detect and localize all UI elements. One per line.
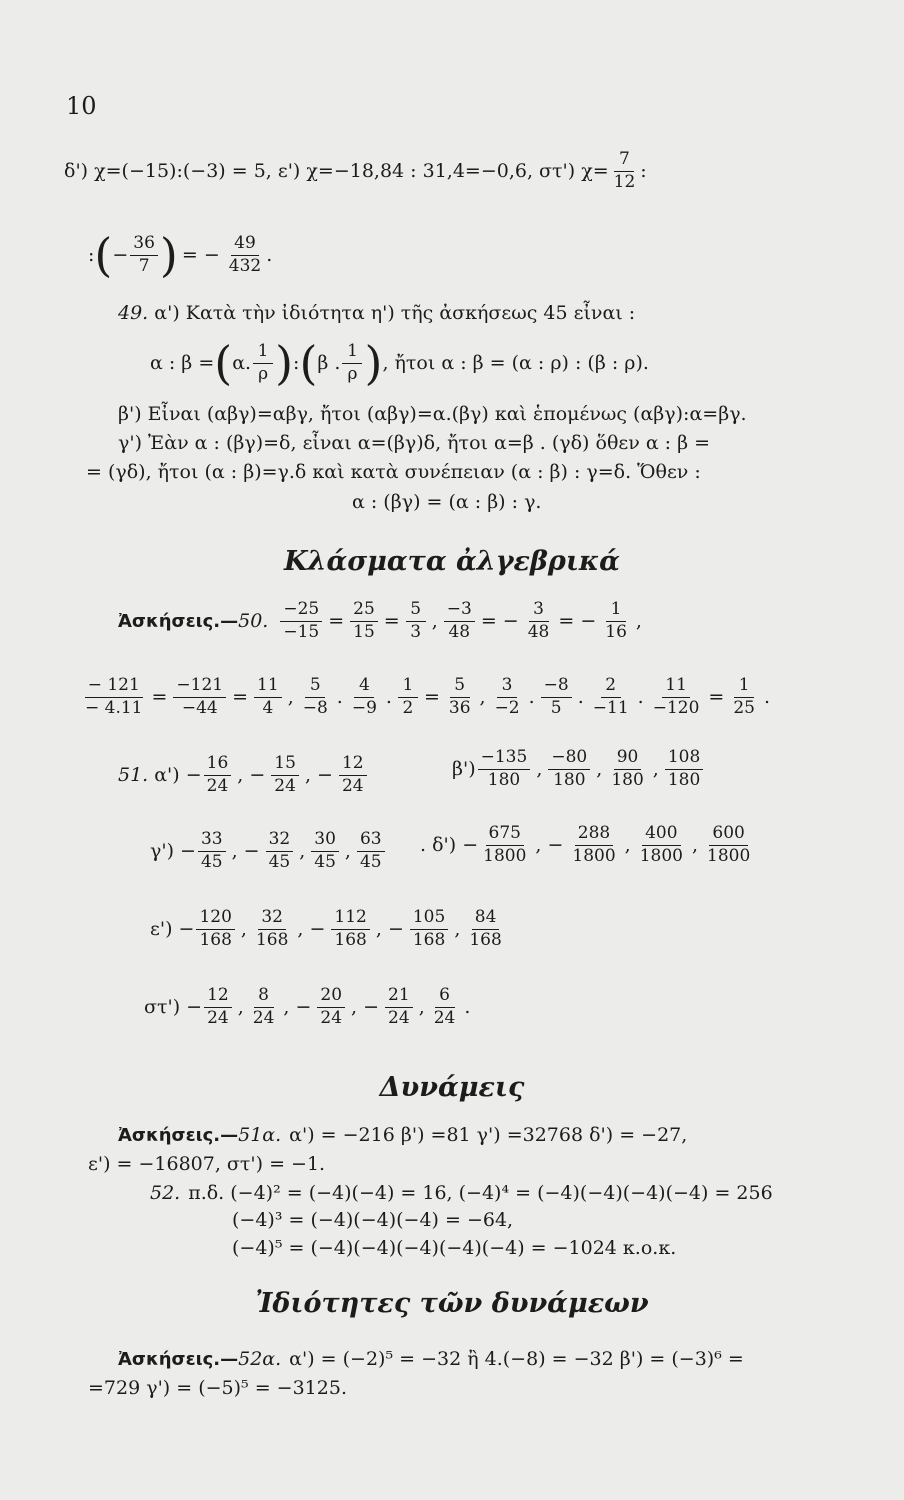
fraction-numerator: 1 bbox=[734, 676, 754, 698]
fraction bbox=[650, 676, 703, 718]
fraction-numerator: 21 bbox=[385, 986, 413, 1008]
fraction bbox=[548, 748, 590, 790]
exercise-number: 51. bbox=[118, 764, 149, 787]
line-gamma-3: α : (βγ) = (α : β) : γ. bbox=[352, 491, 542, 513]
operator: = − bbox=[558, 610, 597, 633]
operator: = bbox=[423, 686, 440, 709]
operator: , bbox=[287, 686, 294, 709]
formula-tail: , ἤτοι α : β = (α : ρ) : (β : ρ). bbox=[382, 352, 649, 374]
operator: = bbox=[151, 686, 168, 709]
line-delta bbox=[64, 150, 647, 192]
fraction-numerator: 32 bbox=[266, 830, 294, 852]
colon: : bbox=[88, 244, 95, 266]
exercise-51-g bbox=[150, 830, 387, 872]
fraction-numerator: 7 bbox=[614, 150, 634, 172]
fraction-denominator: 3 bbox=[410, 621, 422, 642]
line-power-result bbox=[88, 228, 273, 282]
operator: , bbox=[240, 918, 247, 941]
fraction bbox=[637, 824, 686, 866]
fraction bbox=[317, 986, 345, 1028]
fraction-denominator: −2 bbox=[494, 697, 520, 718]
operator: , bbox=[691, 834, 699, 857]
operator: , bbox=[652, 758, 659, 781]
fraction bbox=[266, 830, 294, 872]
fraction-numerator: 1 bbox=[342, 342, 362, 364]
fraction-numerator: 105 bbox=[410, 908, 448, 930]
exercise-51-b bbox=[452, 748, 705, 790]
operator: , − bbox=[375, 918, 404, 941]
operator: , − bbox=[283, 996, 312, 1019]
exercises-label: Ἀσκήσεις.— bbox=[118, 1348, 239, 1370]
fraction-numerator: 108 bbox=[665, 748, 703, 770]
operator: = bbox=[708, 686, 725, 709]
exercise-51-st bbox=[144, 986, 474, 1028]
fraction-numerator: 11 bbox=[254, 676, 282, 698]
fraction-numerator: 1 bbox=[398, 676, 418, 698]
exercise-50-row-2 bbox=[80, 676, 774, 718]
fraction-denominator: ρ bbox=[347, 363, 358, 384]
fraction-denominator: 15 bbox=[353, 621, 375, 642]
fraction bbox=[611, 150, 639, 192]
formula-term: β . bbox=[317, 352, 341, 374]
fraction bbox=[398, 676, 418, 718]
line-beta: β') Εἶναι (αβγ)=αβγ, ἤτοι (αβγ)=α.(βγ) καὶ ἑπομένως (αβγ):α=βγ. bbox=[118, 403, 747, 425]
fraction bbox=[665, 748, 703, 790]
fraction-numerator: 112 bbox=[331, 908, 369, 930]
operator: , − bbox=[535, 834, 564, 857]
fraction-denominator: 168 bbox=[469, 929, 502, 950]
fraction-numerator: 63 bbox=[357, 830, 385, 852]
fraction-numerator: −3 bbox=[444, 600, 475, 622]
part-label: α') − bbox=[154, 764, 202, 787]
fraction bbox=[82, 676, 146, 718]
operator: . bbox=[336, 686, 343, 709]
fraction bbox=[569, 824, 618, 866]
exercise-number: 51α. bbox=[238, 1124, 282, 1146]
fraction-denominator: −9 bbox=[351, 697, 377, 718]
fraction-denominator: 168 bbox=[199, 929, 232, 950]
fraction bbox=[342, 342, 362, 384]
fraction bbox=[446, 676, 474, 718]
fraction-numerator: 12 bbox=[339, 754, 367, 776]
paren-right: ) bbox=[364, 336, 383, 390]
fraction bbox=[431, 986, 459, 1028]
operator: , − bbox=[297, 918, 326, 941]
part-label: στ') − bbox=[144, 996, 203, 1019]
operator: = bbox=[328, 610, 345, 633]
paren-right: ) bbox=[159, 228, 178, 282]
fraction-numerator: 5 bbox=[450, 676, 470, 698]
fraction-numerator: 3 bbox=[497, 676, 517, 698]
minus-sign: − bbox=[112, 244, 129, 266]
fraction-numerator: 4 bbox=[354, 676, 374, 698]
fraction-numerator: −121 bbox=[173, 676, 226, 698]
fraction bbox=[250, 986, 278, 1028]
fraction bbox=[541, 676, 572, 718]
operator: , bbox=[237, 996, 244, 1019]
fraction bbox=[602, 600, 630, 642]
props-line-1 bbox=[118, 1348, 744, 1370]
fraction-numerator: 15 bbox=[271, 754, 299, 776]
fraction-numerator: 20 bbox=[317, 986, 345, 1008]
fraction-denominator: 432 bbox=[228, 255, 262, 276]
operator: , bbox=[635, 610, 642, 633]
operator: , − bbox=[231, 840, 260, 863]
exercise-number: 49. bbox=[118, 302, 149, 324]
fraction-denominator: ρ bbox=[258, 363, 269, 384]
fraction-denominator: 168 bbox=[334, 929, 367, 950]
fraction-denominator: 2 bbox=[402, 697, 414, 718]
fraction-numerator: 90 bbox=[614, 748, 642, 770]
operator: . bbox=[385, 686, 392, 709]
fraction bbox=[254, 676, 282, 718]
operator: . bbox=[637, 686, 644, 709]
operator: , − bbox=[351, 996, 380, 1019]
fraction-numerator: 11 bbox=[662, 676, 690, 698]
fraction-denominator: 1800 bbox=[483, 845, 527, 866]
fraction-denominator: 24 bbox=[274, 775, 296, 796]
fraction bbox=[357, 830, 385, 872]
fraction-denominator: 48 bbox=[527, 621, 550, 642]
fraction-numerator: −25 bbox=[280, 600, 322, 622]
fraction-numerator: 33 bbox=[198, 830, 226, 852]
exercises-label: Ἀσκήσεις.— bbox=[118, 610, 239, 632]
fraction-denominator: −8 bbox=[302, 697, 328, 718]
fraction-numerator: 6 bbox=[435, 986, 455, 1008]
fraction bbox=[590, 676, 632, 718]
exercise-text: α') = (−2)⁵ = −32 ἢ 4.(−8) = −32 β') = (−3)⁶ = bbox=[289, 1348, 744, 1370]
period: . bbox=[266, 244, 273, 266]
exercise-51-d bbox=[420, 824, 755, 866]
heading-properties-of-powers: Ἰδιότητες τῶν δυνάμεων bbox=[255, 1288, 649, 1319]
fraction-numerator: 400 bbox=[642, 824, 680, 846]
operator: , − bbox=[304, 764, 333, 787]
fraction-numerator: 3 bbox=[529, 600, 549, 622]
fraction-denominator: −44 bbox=[181, 697, 218, 718]
fraction-denominator: 24 bbox=[320, 1007, 343, 1028]
powers-line-4: (−4)³ = (−4)(−4)(−4) = −64, bbox=[232, 1209, 514, 1231]
fraction bbox=[198, 830, 226, 872]
fraction-numerator: 675 bbox=[486, 824, 524, 846]
fraction-denominator: 4 bbox=[262, 697, 274, 718]
fraction-denominator: 24 bbox=[207, 1007, 229, 1028]
fraction-denominator: 12 bbox=[613, 171, 636, 192]
fraction bbox=[271, 754, 299, 796]
fraction bbox=[280, 600, 322, 642]
fraction bbox=[204, 754, 232, 796]
fraction-numerator: 5 bbox=[305, 676, 325, 698]
exercise-text: π.δ. (−4)² = (−4)(−4) = 16, (−4)⁴ = (−4)(−4)(−4)(−4) = 256 bbox=[188, 1182, 773, 1204]
fraction-denominator: −120 bbox=[652, 697, 700, 718]
fraction-denominator: 5 bbox=[550, 697, 562, 718]
fraction bbox=[349, 676, 380, 718]
props-line-2: =729 γ') = (−5)⁵ = −3125. bbox=[88, 1377, 347, 1399]
fraction bbox=[173, 676, 226, 718]
fraction-denominator: 180 bbox=[487, 769, 521, 790]
powers-line-5: (−4)⁵ = (−4)(−4)(−4)(−4)(−4) = −1024 κ.ο.κ. bbox=[232, 1237, 677, 1259]
fraction-denominator: 45 bbox=[359, 851, 382, 872]
line-gamma-2: = (γδ), ἤτοι (α : β)=γ.δ καὶ κατὰ συνέπειαν (α : β) : γ=δ. Ὅθεν : bbox=[86, 461, 701, 483]
fraction bbox=[311, 830, 339, 872]
fraction-denominator: 24 bbox=[388, 1007, 410, 1028]
fraction-numerator: 49 bbox=[231, 234, 259, 256]
fraction-numerator: 16 bbox=[204, 754, 232, 776]
paren-left: ( bbox=[94, 228, 113, 282]
fraction-denominator: 36 bbox=[448, 697, 471, 718]
fraction-denominator: −11 bbox=[592, 697, 629, 718]
formula-alpha-beta bbox=[150, 336, 649, 390]
operator: , bbox=[479, 686, 486, 709]
fraction bbox=[466, 908, 504, 950]
operator: , bbox=[344, 840, 351, 863]
fraction bbox=[444, 600, 475, 642]
colon: : bbox=[293, 352, 300, 374]
fraction-numerator: 120 bbox=[196, 908, 234, 930]
operator: = bbox=[232, 686, 249, 709]
exercise-number: 50. bbox=[238, 610, 269, 633]
fraction-denominator: 24 bbox=[341, 775, 364, 796]
operator: . bbox=[577, 686, 584, 709]
line-delta-tail: : bbox=[640, 160, 647, 183]
powers-line-2: ε') = −16807, στ') = −1. bbox=[88, 1153, 326, 1175]
exercise-number: 52. bbox=[150, 1182, 181, 1204]
fraction-numerator: −8 bbox=[541, 676, 572, 698]
operator: , bbox=[418, 996, 425, 1019]
fraction-denominator: 16 bbox=[605, 621, 627, 642]
paren-left: ( bbox=[299, 336, 318, 390]
part-label: ε') − bbox=[150, 918, 195, 941]
fraction-numerator: 32 bbox=[258, 908, 286, 930]
exercise-number: 52α. bbox=[238, 1348, 282, 1370]
operator: , bbox=[431, 610, 438, 633]
operator: , bbox=[624, 834, 631, 857]
operator: , bbox=[299, 840, 306, 863]
formula-term: α. bbox=[232, 352, 252, 374]
operator: , bbox=[454, 918, 461, 941]
equals-minus: = − bbox=[181, 244, 220, 266]
fraction-denominator: 1800 bbox=[639, 845, 683, 866]
paren-right: ) bbox=[275, 336, 294, 390]
exercises-label: Ἀσκήσεις.— bbox=[118, 1124, 239, 1146]
fraction-numerator: 288 bbox=[575, 824, 613, 846]
fraction-denominator: 7 bbox=[138, 255, 150, 276]
fraction-numerator: 5 bbox=[406, 600, 426, 622]
fraction bbox=[196, 908, 234, 950]
fraction bbox=[480, 824, 529, 866]
fraction-numerator: 8 bbox=[254, 986, 274, 1008]
fraction-denominator: 25 bbox=[733, 697, 755, 718]
operator: . bbox=[528, 686, 535, 709]
formula-lhs: α : β = bbox=[150, 352, 215, 374]
paren-left: ( bbox=[214, 336, 233, 390]
fraction-numerator: 1 bbox=[253, 342, 273, 364]
fraction bbox=[608, 748, 646, 790]
fraction-denominator: 1800 bbox=[707, 845, 751, 866]
fraction-numerator: 12 bbox=[204, 986, 232, 1008]
operator: , − bbox=[237, 764, 266, 787]
fraction-denominator: 168 bbox=[255, 929, 289, 950]
operator: . bbox=[464, 996, 471, 1019]
operator: , bbox=[596, 758, 603, 781]
fraction-numerator: 36 bbox=[130, 234, 158, 256]
part-label: . δ') − bbox=[420, 834, 479, 857]
fraction-denominator: 45 bbox=[314, 851, 336, 872]
operator: . bbox=[763, 686, 771, 709]
fraction-denominator: 180 bbox=[611, 769, 644, 790]
fraction-numerator: 25 bbox=[350, 600, 378, 622]
exercise-51-e bbox=[150, 908, 507, 950]
fraction-numerator: 84 bbox=[472, 908, 500, 930]
fraction-denominator: − 4.11 bbox=[85, 697, 143, 718]
fraction bbox=[331, 908, 369, 950]
fraction bbox=[300, 676, 331, 718]
fraction-denominator: 45 bbox=[268, 851, 291, 872]
exercise-50-row-1 bbox=[118, 600, 646, 642]
fraction-numerator: − 121 bbox=[85, 676, 143, 698]
fraction bbox=[339, 754, 367, 796]
fraction-numerator: 600 bbox=[709, 824, 747, 846]
fraction bbox=[406, 600, 426, 642]
part-label: β') bbox=[452, 758, 476, 781]
fraction bbox=[130, 234, 158, 276]
fraction bbox=[350, 600, 378, 642]
fraction bbox=[253, 342, 273, 384]
heading-powers: Δυνάμεις bbox=[379, 1072, 525, 1103]
fraction-denominator: 24 bbox=[206, 775, 229, 796]
fraction-denominator: 180 bbox=[667, 769, 701, 790]
exercise-49-intro bbox=[118, 302, 635, 324]
fraction bbox=[253, 908, 291, 950]
fraction bbox=[226, 234, 264, 276]
page-number: 10 bbox=[66, 92, 97, 120]
fraction-numerator: 1 bbox=[606, 600, 626, 622]
fraction bbox=[478, 748, 531, 790]
fraction bbox=[704, 824, 753, 866]
fraction-denominator: 48 bbox=[448, 621, 471, 642]
fraction-numerator: 30 bbox=[311, 830, 339, 852]
fraction-denominator: 1800 bbox=[572, 845, 616, 866]
part-label: γ') − bbox=[150, 840, 196, 863]
fraction-numerator: −135 bbox=[478, 748, 531, 770]
line-delta-text: δ') χ=(−15):(−3) = 5, ε') χ=−18,84 : 31,4=−0,6, στ') χ= bbox=[64, 160, 609, 183]
fraction bbox=[385, 986, 413, 1028]
fraction bbox=[492, 676, 523, 718]
powers-line-1 bbox=[118, 1124, 687, 1146]
exercise-51-a bbox=[118, 754, 369, 796]
operator: , bbox=[536, 758, 543, 781]
fraction-numerator: 2 bbox=[601, 676, 621, 698]
fraction-denominator: 168 bbox=[412, 929, 446, 950]
fraction bbox=[525, 600, 553, 642]
fraction bbox=[204, 986, 232, 1028]
fraction-numerator: −80 bbox=[548, 748, 590, 770]
fraction bbox=[410, 908, 448, 950]
exercise-text: α') = −216 β') =81 γ') =32768 δ') = −27, bbox=[289, 1124, 688, 1146]
exercise-text: α') Κατὰ τὴν ἰδιότητα η') τῆς ἀσκήσεως 45 εἶναι : bbox=[154, 302, 636, 324]
line-gamma: γ') Ἐὰν α : (βγ)=δ, εἶναι α=(βγ)δ, ἤτοι α=β . (γδ) ὅθεν α : β = bbox=[118, 432, 711, 454]
fraction-denominator: 24 bbox=[433, 1007, 456, 1028]
operator: = − bbox=[480, 610, 519, 633]
fraction-denominator: 45 bbox=[200, 851, 223, 872]
powers-line-3 bbox=[150, 1182, 773, 1204]
fraction-denominator: 24 bbox=[252, 1007, 275, 1028]
operator: = bbox=[383, 610, 400, 633]
fraction-denominator: 180 bbox=[553, 769, 586, 790]
heading-algebraic-fractions: Κλάσματα ἀλγεβρικά bbox=[284, 546, 620, 577]
fraction-denominator: −15 bbox=[283, 621, 320, 642]
fraction bbox=[730, 676, 758, 718]
